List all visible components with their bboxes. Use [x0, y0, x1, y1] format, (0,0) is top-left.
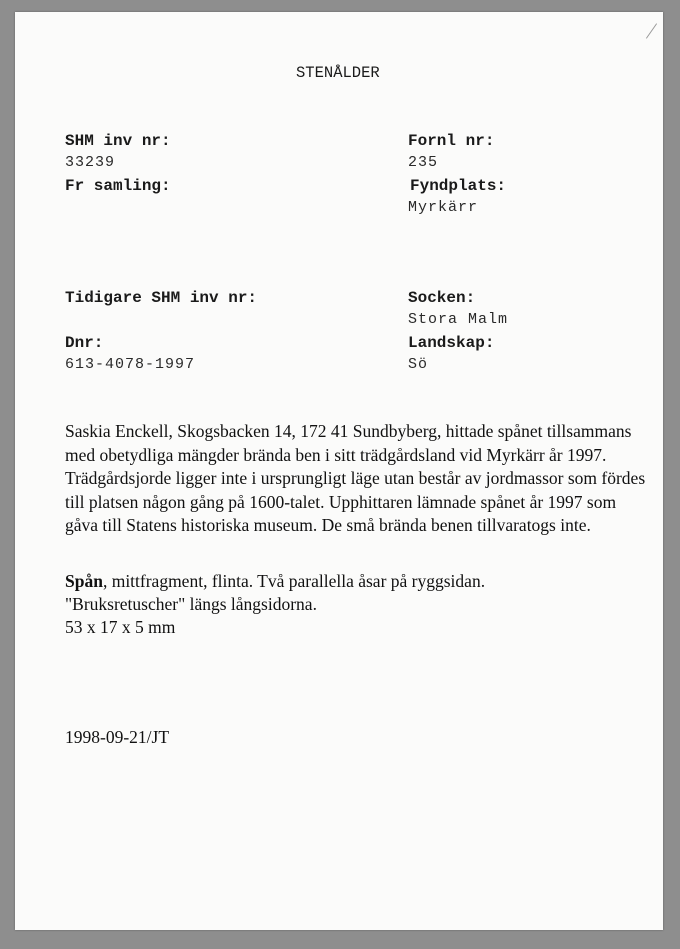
page-title: STENÅLDER — [296, 64, 380, 82]
shm-inv-value: 33239 — [65, 154, 116, 171]
find-description: Saskia Enckell, Skogsbacken 14, 172 41 Sundbyberg, hittade spånet tillsammans med obetydliga mängder brända ben i sitt trädgårdsland vid Myrkärr år 1997. Trädgårdsjorde ligger inte i ursprungligt läge utan består av jordmassor som fördes till platsen någon gång på 1600-talet. Upphittaren lämnade spånet år 1997 som gåva till Statens historiska museum. De små brända benen tillvaratogs inte. — [65, 421, 646, 535]
fornl-label: Fornl nr: — [408, 132, 495, 150]
date-signature: 1998-09-21/JT — [65, 727, 170, 747]
tidigare-shm-label: Tidigare SHM inv nr: — [65, 289, 258, 307]
fornl-value: 235 — [408, 154, 439, 171]
artifact-dimensions: 53 x 17 x 5 mm — [65, 617, 176, 637]
fyndplats-value: Myrkärr — [408, 199, 479, 216]
landskap-value: Sö — [408, 356, 429, 373]
fyndplats-label: Fyndplats: — [410, 177, 507, 195]
artifact-retouch: "Bruksretuscher" längs långsidorna. — [65, 594, 317, 614]
scan-mark — [646, 23, 657, 38]
landskap-label: Landskap: — [408, 334, 495, 352]
socken-value: Stora Malm — [408, 311, 509, 328]
dnr-value: 613-4078-1997 — [65, 356, 196, 373]
artifact-line — [65, 571, 485, 592]
artifact-name: Spån — [65, 571, 103, 591]
fr-samling-label: Fr samling: — [65, 177, 171, 195]
socken-label: Socken: — [408, 289, 476, 307]
artifact-description: , mittfragment, flinta. Två parallella åsar på ryggsidan. — [102, 571, 486, 591]
shm-inv-label: SHM inv nr: — [65, 132, 171, 150]
dnr-label: Dnr: — [65, 334, 104, 352]
index-card — [15, 12, 663, 930]
